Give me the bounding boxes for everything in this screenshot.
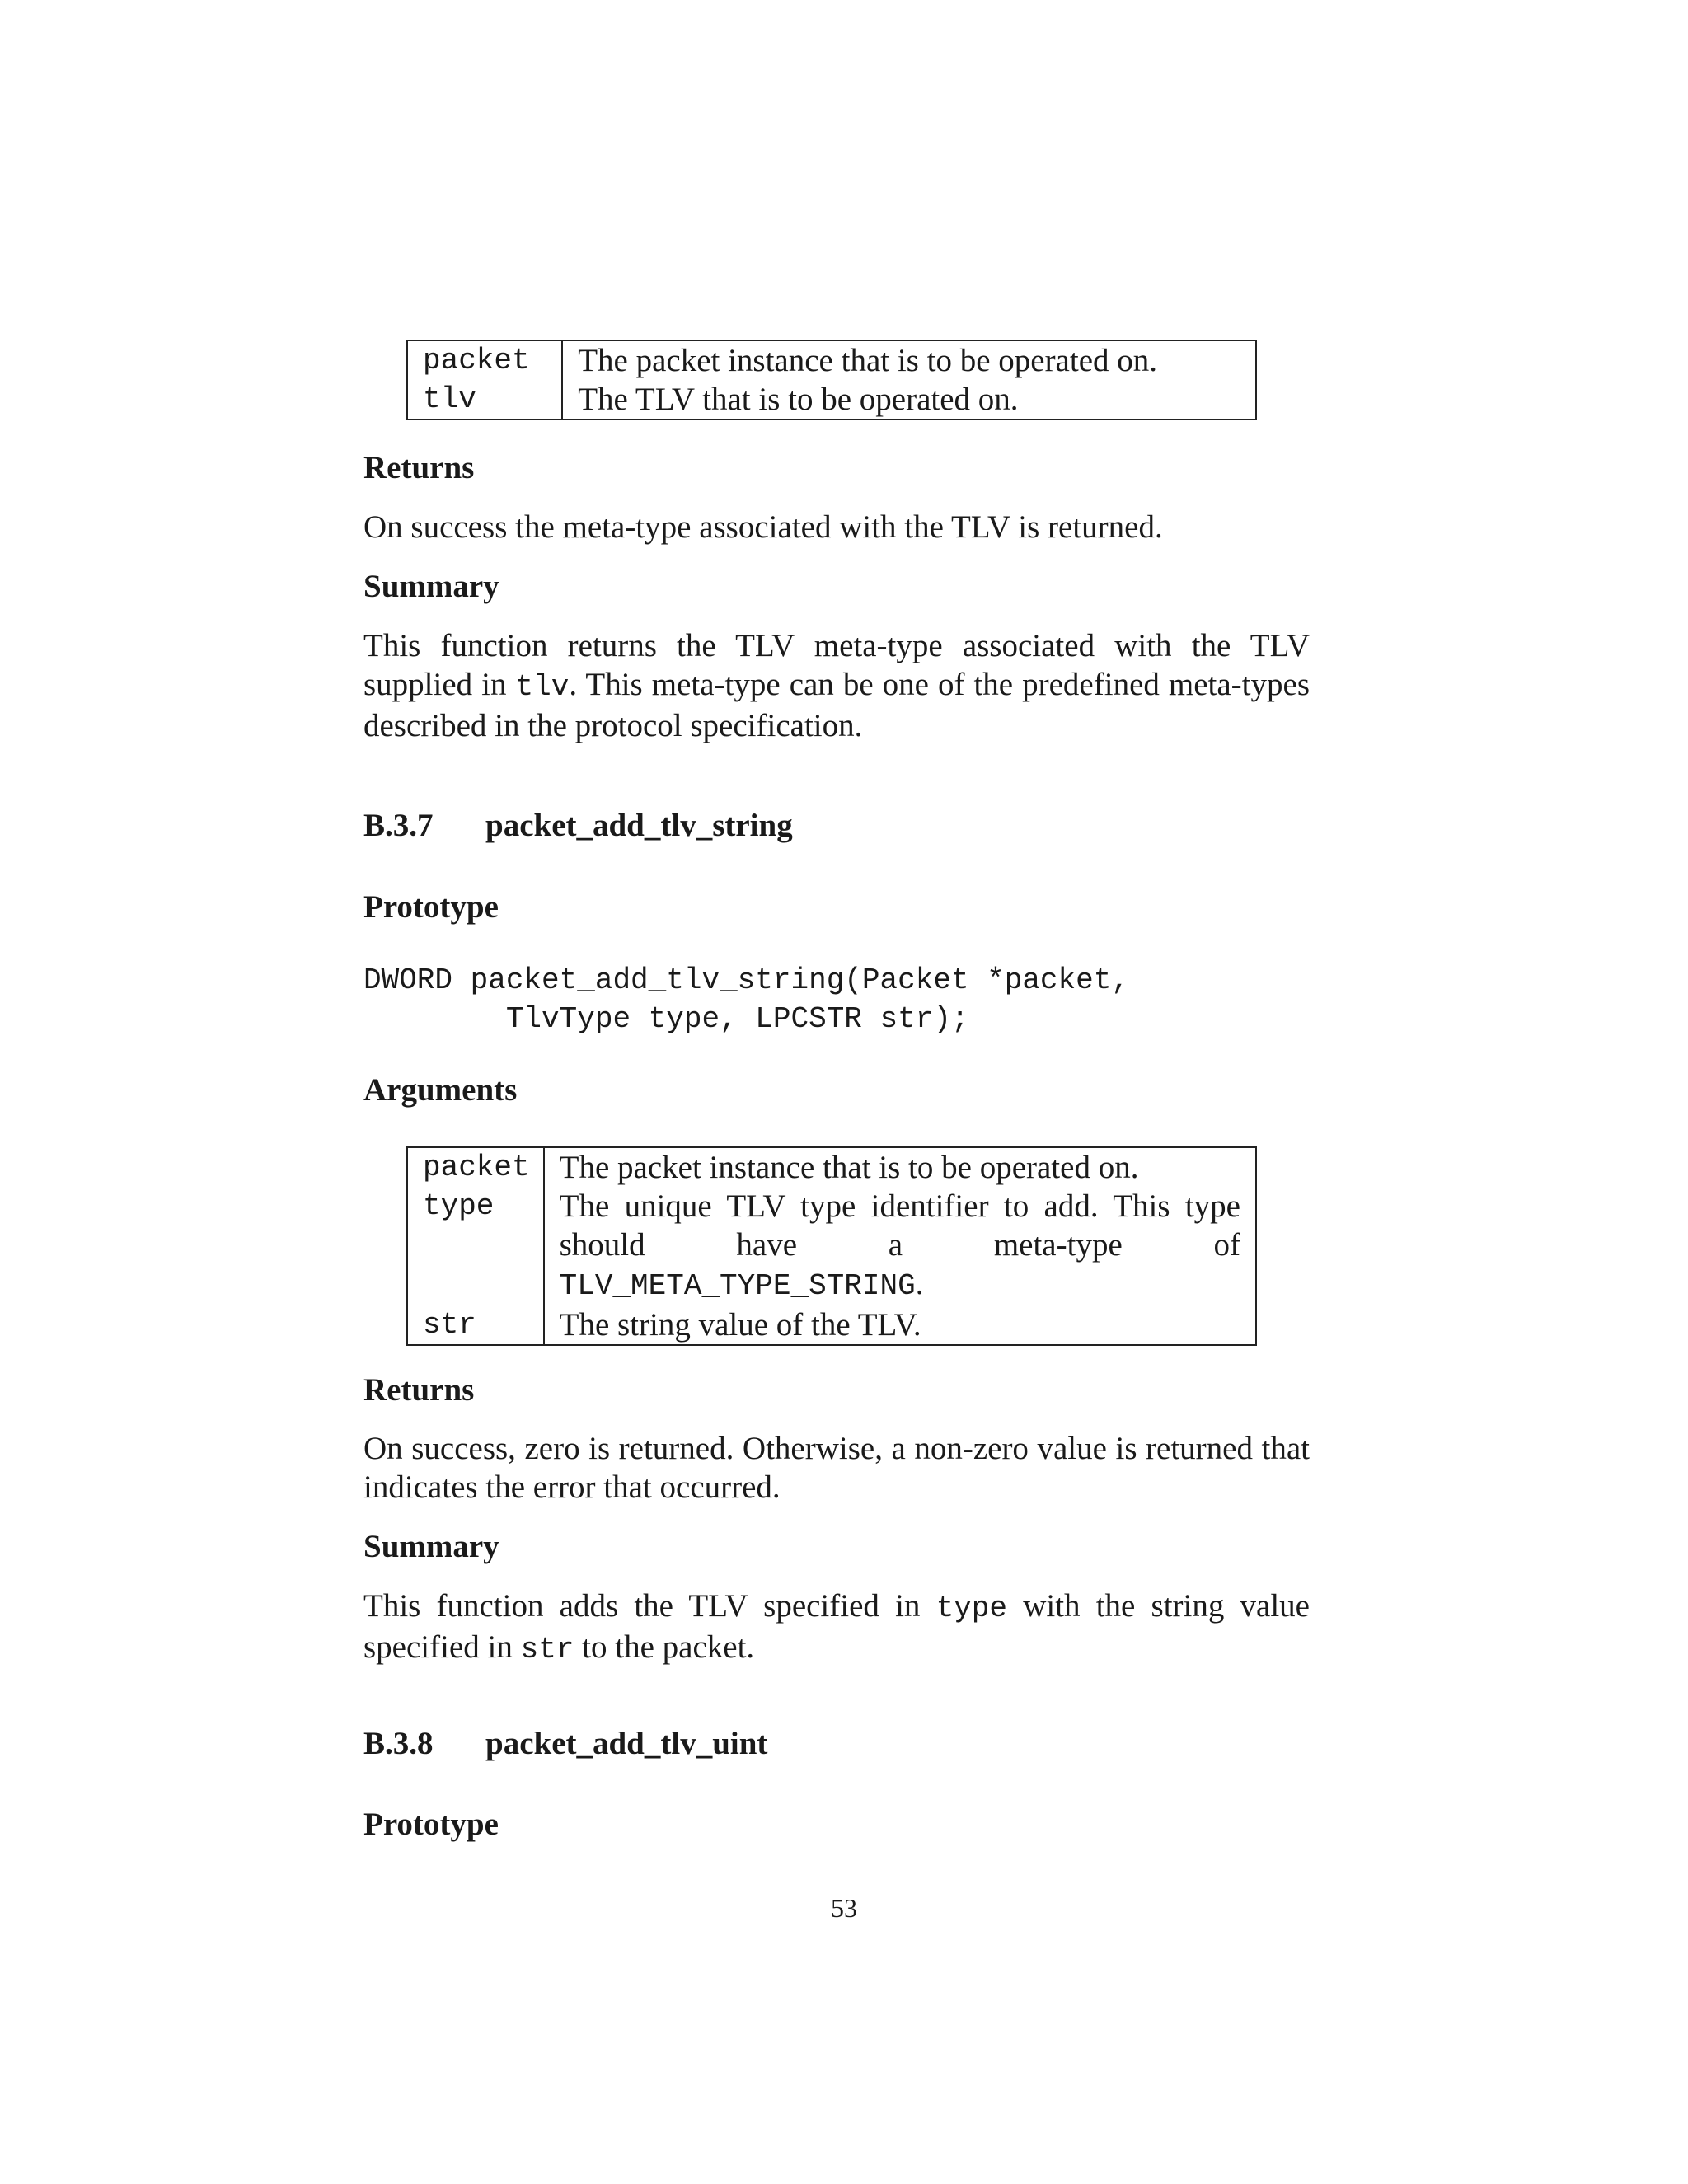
summary-text [363, 1586, 1310, 1669]
arg-desc-part: The unique TLV type identifier to add. This type should have a meta-type of [559, 1188, 1240, 1263]
arg-name: packet [407, 1147, 544, 1187]
section-heading-b38 [363, 1724, 767, 1763]
table-row [407, 1147, 1256, 1187]
prototype-heading: Prototype [363, 889, 499, 925]
summary-text-part: This function adds the TLV specified in [363, 1588, 936, 1624]
arg-desc [544, 1187, 1256, 1305]
prototype-line: TlvType type, LPCSTR str); [363, 1002, 969, 1036]
prototype-heading: Prototype [363, 1807, 499, 1842]
section-title: packet_add_tlv_uint [485, 1726, 768, 1761]
prototype-code [363, 961, 1129, 1038]
returns-heading: Returns [363, 1372, 475, 1408]
summary-text-part: This function returns the TLV meta-type associated with the TLV supplied in [363, 628, 1310, 702]
arg-name: type [407, 1187, 544, 1305]
summary-text [363, 626, 1310, 745]
table-row [407, 1187, 1256, 1305]
returns-text: On success the meta-type associated with the TLV is returned. [363, 509, 1163, 545]
page-number: 53 [831, 1893, 857, 1923]
arguments-heading: Arguments [363, 1072, 518, 1108]
summary-heading: Summary [363, 569, 499, 604]
section-number: B.3.7 [363, 808, 434, 843]
summary-text-part: to the packet. [574, 1629, 755, 1665]
summary-text-part: with the string value specified in [363, 1588, 1310, 1665]
arg-name: str [407, 1305, 544, 1345]
code-meta-type: TLV_META_TYPE_STRING [559, 1269, 916, 1303]
returns-heading: Returns [363, 450, 475, 485]
prototype-line: DWORD packet_add_tlv_string(Packet *packet, [363, 963, 1129, 997]
table-row [407, 1305, 1256, 1345]
table-row [407, 380, 1256, 419]
arg-desc-part: . [915, 1266, 924, 1301]
returns-text: On success, zero is returned. Otherwise, a non-zero value is returned that indicates the error that occurred. [363, 1431, 1310, 1505]
summary-heading: Summary [363, 1529, 499, 1564]
arg-desc: The packet instance that is to be operated on. [578, 343, 1158, 378]
arg-name: packet [407, 340, 562, 380]
args-table-b37 [406, 1146, 1257, 1346]
code-type: type [935, 1591, 1008, 1625]
code-tlv: tlv [515, 670, 570, 704]
section-number: B.3.8 [363, 1726, 434, 1761]
table-row [407, 340, 1256, 380]
code-str: str [520, 1633, 574, 1666]
arg-desc: The string value of the TLV. [559, 1307, 921, 1343]
section-heading-b37 [363, 806, 793, 845]
section-title: packet_add_tlv_string [485, 808, 793, 843]
arg-name: tlv [407, 380, 562, 419]
args-table-prev [406, 340, 1257, 420]
arg-desc: The TLV that is to be operated on. [578, 382, 1019, 417]
arg-desc: The packet instance that is to be operated on. [559, 1150, 1139, 1185]
summary-text-part: . This meta-type can be one of the predefined meta-types described in the protocol specification. [363, 667, 1310, 743]
